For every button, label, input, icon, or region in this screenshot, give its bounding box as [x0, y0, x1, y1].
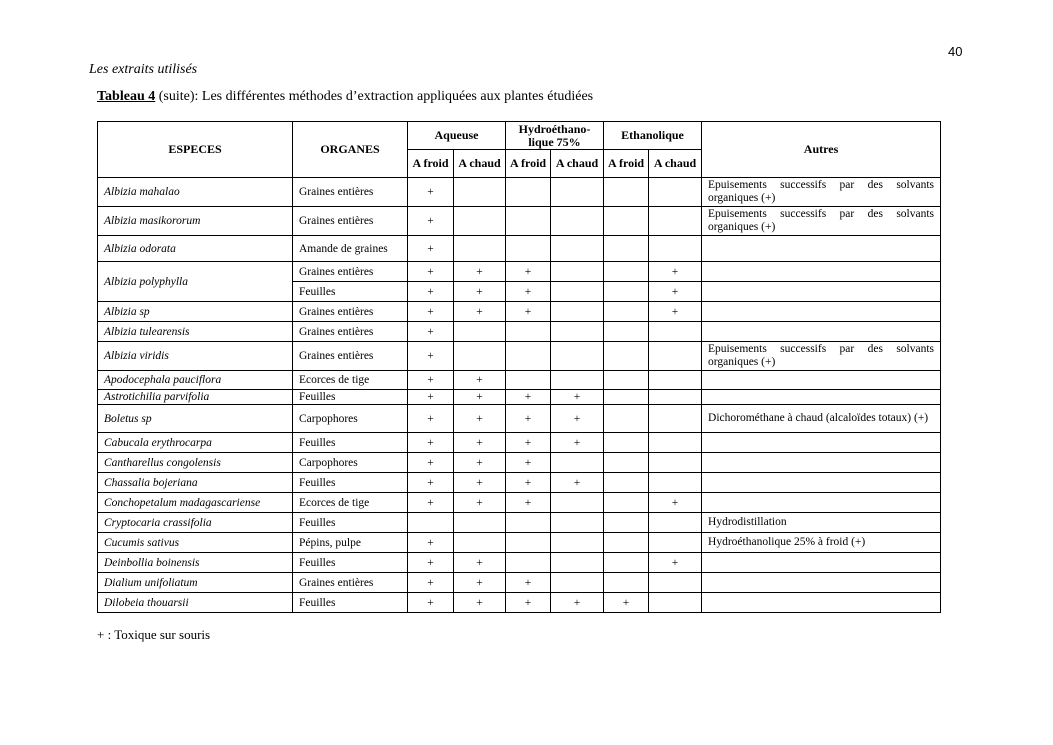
- cell-mark: +: [408, 473, 454, 493]
- cell-organe: Amande de graines: [293, 236, 408, 262]
- cell-mark: [506, 553, 551, 573]
- cell-organe: Graines entières: [293, 262, 408, 282]
- cell-organe: Graines entières: [293, 573, 408, 593]
- extraction-methods-table: [97, 121, 941, 613]
- cell-mark: [649, 390, 702, 405]
- cell-mark: [604, 493, 649, 513]
- cell-mark: [604, 513, 649, 533]
- subheader-a-froid: A froid: [408, 150, 454, 178]
- cell-espece: Albizia tulearensis: [98, 322, 293, 342]
- cell-mark: +: [506, 493, 551, 513]
- table-row: [98, 533, 941, 553]
- cell-mark: [454, 533, 506, 553]
- cell-mark: [649, 593, 702, 613]
- cell-espece: Boletus sp: [98, 405, 293, 433]
- cell-mark: [604, 433, 649, 453]
- cell-autres: [702, 236, 941, 262]
- table-row: [98, 553, 941, 573]
- cell-mark: +: [454, 433, 506, 453]
- cell-organe: Graines entières: [293, 302, 408, 322]
- cell-mark: +: [454, 493, 506, 513]
- cell-mark: [604, 553, 649, 573]
- cell-autres: Hydroéthanolique 25% à froid (+): [702, 533, 941, 553]
- table-row: [98, 207, 941, 236]
- cell-espece: Cantharellus congolensis: [98, 453, 293, 473]
- cell-mark: [604, 282, 649, 302]
- cell-mark: [604, 236, 649, 262]
- cell-mark: [649, 322, 702, 342]
- cell-mark: [551, 282, 604, 302]
- cell-espece: Deinbollia boinensis: [98, 553, 293, 573]
- subheader-a-froid: A froid: [604, 150, 649, 178]
- cell-autres: [702, 493, 941, 513]
- cell-autres: [702, 302, 941, 322]
- cell-mark: +: [506, 282, 551, 302]
- cell-mark: [551, 322, 604, 342]
- cell-espece: Cryptocaria crassifolia: [98, 513, 293, 533]
- cell-mark: [551, 573, 604, 593]
- cell-mark: [649, 178, 702, 207]
- table-row: [98, 390, 941, 405]
- cell-mark: +: [551, 473, 604, 493]
- table-caption: [97, 89, 593, 105]
- cell-mark: [649, 342, 702, 371]
- cell-mark: +: [454, 390, 506, 405]
- cell-mark: +: [408, 453, 454, 473]
- cell-espece: Cabucala erythrocarpa: [98, 433, 293, 453]
- cell-organe: Feuilles: [293, 433, 408, 453]
- cell-mark: [506, 322, 551, 342]
- cell-mark: [604, 371, 649, 390]
- cell-mark: +: [408, 593, 454, 613]
- cell-autres: Epuisements successifs par des solvants organiques (+): [702, 207, 941, 236]
- cell-mark: [604, 453, 649, 473]
- cell-mark: +: [506, 302, 551, 322]
- cell-mark: +: [408, 236, 454, 262]
- cell-organe: Graines entières: [293, 342, 408, 371]
- cell-mark: +: [506, 390, 551, 405]
- cell-mark: +: [454, 453, 506, 473]
- header-ethanolique: Ethanolique: [604, 122, 702, 150]
- cell-organe: Ecorces de tige: [293, 371, 408, 390]
- cell-autres: [702, 371, 941, 390]
- cell-mark: [604, 178, 649, 207]
- cell-espece: Astrotichilia parvifolia: [98, 390, 293, 405]
- cell-mark: +: [454, 573, 506, 593]
- table-row: [98, 262, 941, 282]
- table-row: [98, 473, 941, 493]
- page-number: 40: [948, 44, 963, 59]
- cell-mark: [649, 513, 702, 533]
- cell-mark: [454, 236, 506, 262]
- cell-espece: Albizia viridis: [98, 342, 293, 371]
- cell-mark: +: [649, 553, 702, 573]
- cell-autres: [702, 390, 941, 405]
- cell-mark: [604, 322, 649, 342]
- cell-organe: Feuilles: [293, 593, 408, 613]
- cell-espece: Conchopetalum madagascariense: [98, 493, 293, 513]
- cell-mark: [649, 533, 702, 553]
- cell-mark: +: [408, 207, 454, 236]
- cell-mark: [506, 513, 551, 533]
- cell-autres: Epuisements successifs par des solvants organiques (+): [702, 342, 941, 371]
- cell-mark: +: [408, 533, 454, 553]
- header-aqueuse: Aqueuse: [408, 122, 506, 150]
- cell-mark: [649, 371, 702, 390]
- cell-mark: +: [649, 493, 702, 513]
- cell-mark: +: [408, 573, 454, 593]
- cell-mark: [551, 453, 604, 473]
- table-row: [98, 236, 941, 262]
- cell-mark: +: [408, 178, 454, 207]
- cell-mark: [454, 513, 506, 533]
- table-row: [98, 302, 941, 322]
- table-row: [98, 493, 941, 513]
- cell-espece: Dilobeia thouarsii: [98, 593, 293, 613]
- table-row: [98, 433, 941, 453]
- cell-mark: [506, 342, 551, 371]
- cell-espece: Albizia odorata: [98, 236, 293, 262]
- cell-mark: [506, 371, 551, 390]
- cell-mark: [506, 178, 551, 207]
- cell-espece: Apodocephala pauciflora: [98, 371, 293, 390]
- cell-autres: Hydrodistillation: [702, 513, 941, 533]
- cell-mark: [454, 342, 506, 371]
- cell-autres: [702, 553, 941, 573]
- cell-espece: Albizia masikororum: [98, 207, 293, 236]
- cell-organe: Feuilles: [293, 282, 408, 302]
- cell-mark: [551, 553, 604, 573]
- subheader-a-froid: A froid: [506, 150, 551, 178]
- header-autres: Autres: [702, 122, 941, 178]
- cell-mark: +: [408, 322, 454, 342]
- cell-mark: [604, 533, 649, 553]
- cell-mark: +: [454, 262, 506, 282]
- cell-mark: +: [408, 493, 454, 513]
- cell-mark: [604, 342, 649, 371]
- cell-autres: [702, 322, 941, 342]
- cell-mark: +: [408, 282, 454, 302]
- cell-mark: [551, 513, 604, 533]
- cell-mark: [551, 207, 604, 236]
- cell-organe: Graines entières: [293, 178, 408, 207]
- cell-mark: +: [506, 473, 551, 493]
- cell-mark: +: [551, 405, 604, 433]
- cell-mark: [604, 262, 649, 282]
- cell-mark: [408, 513, 454, 533]
- cell-organe: Feuilles: [293, 390, 408, 405]
- cell-mark: +: [649, 302, 702, 322]
- cell-espece: Albizia polyphylla: [98, 262, 293, 302]
- cell-autres: [702, 453, 941, 473]
- cell-espece: Albizia mahalao: [98, 178, 293, 207]
- table-row: [98, 573, 941, 593]
- cell-organe: Feuilles: [293, 553, 408, 573]
- header-especes: ESPECES: [98, 122, 293, 178]
- cell-autres: [702, 262, 941, 282]
- cell-autres: [702, 473, 941, 493]
- cell-espece: Albizia sp: [98, 302, 293, 322]
- cell-mark: +: [506, 433, 551, 453]
- cell-mark: +: [408, 371, 454, 390]
- cell-mark: [506, 236, 551, 262]
- cell-organe: Graines entières: [293, 322, 408, 342]
- table-row: [98, 322, 941, 342]
- subheader-a-chaud: A chaud: [551, 150, 604, 178]
- cell-mark: [604, 473, 649, 493]
- cell-mark: +: [454, 302, 506, 322]
- table-row: [98, 342, 941, 371]
- cell-mark: +: [408, 302, 454, 322]
- table-body: [98, 178, 941, 613]
- cell-espece: Chassalia bojeriana: [98, 473, 293, 493]
- table-row: [98, 593, 941, 613]
- cell-mark: +: [604, 593, 649, 613]
- cell-mark: +: [408, 262, 454, 282]
- cell-mark: +: [551, 593, 604, 613]
- cell-mark: +: [408, 405, 454, 433]
- cell-mark: +: [408, 433, 454, 453]
- cell-autres: [702, 573, 941, 593]
- cell-mark: [551, 236, 604, 262]
- table-row: [98, 371, 941, 390]
- cell-mark: [604, 207, 649, 236]
- table-row: [98, 178, 941, 207]
- cell-mark: [551, 342, 604, 371]
- cell-mark: +: [454, 593, 506, 613]
- cell-mark: [551, 493, 604, 513]
- cell-mark: +: [408, 553, 454, 573]
- cell-mark: [551, 262, 604, 282]
- cell-autres: [702, 433, 941, 453]
- cell-mark: [506, 207, 551, 236]
- cell-mark: [454, 322, 506, 342]
- caption-label: Tableau 4: [97, 89, 156, 104]
- cell-mark: [649, 453, 702, 473]
- cell-mark: [604, 405, 649, 433]
- cell-espece: Cucumis sativus: [98, 533, 293, 553]
- cell-mark: +: [551, 390, 604, 405]
- cell-organe: Graines entières: [293, 207, 408, 236]
- cell-mark: +: [454, 473, 506, 493]
- cell-mark: +: [454, 553, 506, 573]
- cell-mark: [649, 207, 702, 236]
- table-row: [98, 405, 941, 433]
- cell-mark: [649, 473, 702, 493]
- cell-autres: Epuisements successifs par des solvants organiques (+): [702, 178, 941, 207]
- subheader-a-chaud: A chaud: [454, 150, 506, 178]
- cell-mark: +: [649, 262, 702, 282]
- cell-mark: [604, 390, 649, 405]
- cell-organe: Pépins, pulpe: [293, 533, 408, 553]
- header-organes: ORGANES: [293, 122, 408, 178]
- cell-mark: +: [506, 405, 551, 433]
- cell-mark: +: [454, 405, 506, 433]
- cell-mark: +: [506, 262, 551, 282]
- cell-mark: +: [408, 342, 454, 371]
- cell-espece: Dialium unifoliatum: [98, 573, 293, 593]
- cell-autres: Dichorométhane à chaud (alcaloïdes totaux) (+): [702, 405, 941, 433]
- cell-mark: [649, 433, 702, 453]
- cell-mark: [604, 302, 649, 322]
- cell-organe: Carpophores: [293, 405, 408, 433]
- cell-mark: [604, 573, 649, 593]
- section-title: Les extraits utilisés: [89, 62, 198, 77]
- cell-organe: Feuilles: [293, 513, 408, 533]
- caption-text: (suite): Les différentes méthodes d’extraction appliquées aux plantes étudiées: [155, 89, 594, 104]
- cell-mark: +: [454, 282, 506, 302]
- cell-mark: [551, 371, 604, 390]
- cell-organe: Feuilles: [293, 473, 408, 493]
- cell-mark: [454, 178, 506, 207]
- cell-organe: Carpophores: [293, 453, 408, 473]
- cell-mark: [649, 573, 702, 593]
- cell-mark: +: [506, 593, 551, 613]
- cell-mark: [551, 533, 604, 553]
- footnote: + : Toxique sur souris: [97, 627, 211, 642]
- cell-mark: +: [506, 453, 551, 473]
- cell-mark: +: [649, 282, 702, 302]
- subheader-a-chaud: A chaud: [649, 150, 702, 178]
- header-hydroethanolique: Hydroéthano-lique 75%: [506, 122, 604, 150]
- cell-mark: [454, 207, 506, 236]
- cell-autres: [702, 593, 941, 613]
- table-row: [98, 453, 941, 473]
- table-row: [98, 513, 941, 533]
- cell-mark: [649, 236, 702, 262]
- cell-mark: +: [454, 371, 506, 390]
- cell-organe: Ecorces de tige: [293, 493, 408, 513]
- cell-mark: +: [551, 433, 604, 453]
- cell-mark: +: [408, 390, 454, 405]
- cell-mark: [551, 302, 604, 322]
- cell-mark: [649, 405, 702, 433]
- cell-mark: +: [506, 573, 551, 593]
- cell-mark: [551, 178, 604, 207]
- cell-autres: [702, 282, 941, 302]
- cell-mark: [506, 533, 551, 553]
